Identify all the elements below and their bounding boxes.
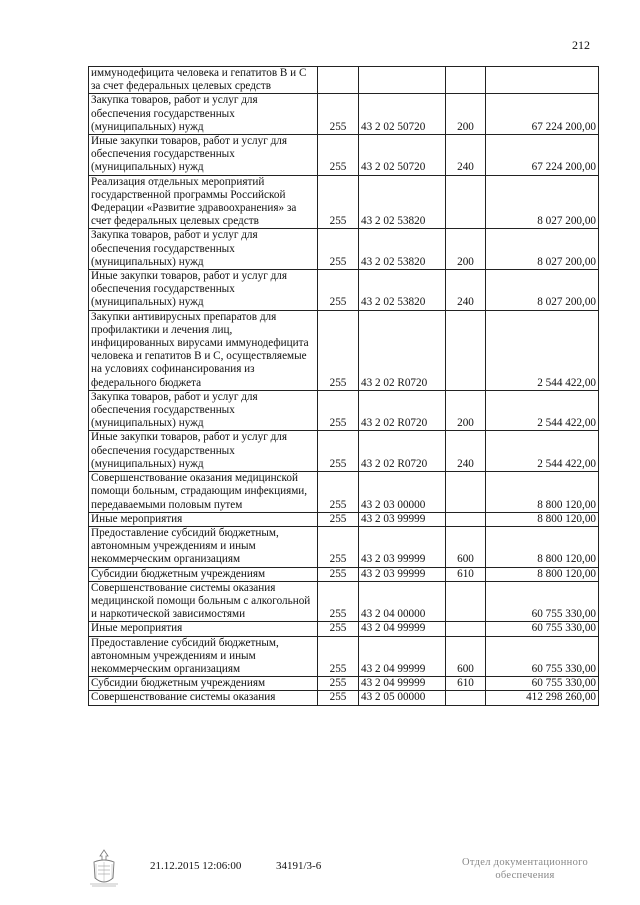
row-name-cell: Закупка товаров, работ и услуг для обеспечения государственных (муниципальных) нужд xyxy=(89,390,318,431)
row-vr-cell xyxy=(446,67,486,94)
page-number: 212 xyxy=(572,38,590,52)
row-sum-cell: 412 298 260,00 xyxy=(486,691,599,705)
row-code-cell: 255 xyxy=(318,390,359,431)
row-csr-cell: 43 2 03 99999 xyxy=(359,512,446,526)
row-name-cell: Закупка товаров, работ и услуг для обеспечения государственных (муниципальных) нужд xyxy=(89,229,318,270)
row-sum-cell: 67 224 200,00 xyxy=(486,94,599,135)
row-csr-cell: 43 2 02 50720 xyxy=(359,94,446,135)
row-vr-cell xyxy=(446,691,486,705)
footer-department-stamp: Отдел документационного обеспечения xyxy=(461,857,589,881)
row-name-cell: Закупка товаров, работ и услуг для обеспечения государственных (муниципальных) нужд xyxy=(89,94,318,135)
row-name-cell: Совершенствование системы оказания xyxy=(89,691,318,705)
row-csr-cell: 43 2 03 99999 xyxy=(359,567,446,581)
row-vr-cell: 200 xyxy=(446,94,486,135)
table-row xyxy=(89,622,599,636)
row-vr-cell xyxy=(446,310,486,390)
row-csr-cell: 43 2 02 R0720 xyxy=(359,431,446,472)
row-name-cell: Совершенствование системы оказания медицинской помощи больным с алкогольной и наркотической зависимостями xyxy=(89,581,318,622)
row-name-cell: Закупки антивирусных препаратов для профилактики и лечения лиц, инфицированных вирусами иммунодефицита человека и гепатитов В и С, осуществляемые на условиях софинансирования из федерального бюджета xyxy=(89,310,318,390)
row-csr-cell: 43 2 02 53820 xyxy=(359,229,446,270)
row-code-cell: 255 xyxy=(318,512,359,526)
budget-table xyxy=(88,66,599,706)
row-name-cell: Иные мероприятия xyxy=(89,622,318,636)
row-name-cell: Реализация отдельных мероприятий государственной программы Российской Федерации «Развитие здравоохранения» за счет федеральных целевых средств xyxy=(89,175,318,229)
table-row xyxy=(89,431,599,472)
row-code-cell: 255 xyxy=(318,691,359,705)
row-vr-cell: 600 xyxy=(446,636,486,677)
row-csr-cell: 43 2 03 99999 xyxy=(359,526,446,567)
row-name-cell: Совершенствование оказания медицинской помощи больным, страдающим инфекциями, передаваемыми половым путем xyxy=(89,472,318,513)
table-row xyxy=(89,567,599,581)
row-sum-cell: 8 800 120,00 xyxy=(486,567,599,581)
row-sum-cell: 2 544 422,00 xyxy=(486,390,599,431)
row-vr-cell xyxy=(446,622,486,636)
page-footer xyxy=(0,856,640,896)
row-name-cell: Иные закупки товаров, работ и услуг для обеспечения государственных (муниципальных) нужд xyxy=(89,270,318,311)
row-code-cell: 255 xyxy=(318,270,359,311)
row-code-cell: 255 xyxy=(318,135,359,176)
row-sum-cell: 8 027 200,00 xyxy=(486,175,599,229)
table-row xyxy=(89,636,599,677)
row-sum-cell: 8 800 120,00 xyxy=(486,512,599,526)
row-sum-cell: 67 224 200,00 xyxy=(486,135,599,176)
row-vr-cell xyxy=(446,581,486,622)
row-sum-cell: 2 544 422,00 xyxy=(486,310,599,390)
table-row xyxy=(89,67,599,94)
row-csr-cell: 43 2 05 00000 xyxy=(359,691,446,705)
table-row xyxy=(89,270,599,311)
row-vr-cell: 200 xyxy=(446,229,486,270)
row-name-cell: Субсидии бюджетным учреждениям xyxy=(89,677,318,691)
row-code-cell: 255 xyxy=(318,229,359,270)
row-csr-cell: 43 2 04 99999 xyxy=(359,622,446,636)
row-name-cell: Предоставление субсидий бюджетным, автономным учреждениям и иным некоммерческим организациям xyxy=(89,526,318,567)
footer-doc-number: 34191/3-6 xyxy=(276,860,322,872)
row-name-cell: Иные закупки товаров, работ и услуг для обеспечения государственных (муниципальных) нужд xyxy=(89,431,318,472)
row-vr-cell: 610 xyxy=(446,567,486,581)
row-code-cell: 255 xyxy=(318,472,359,513)
row-vr-cell: 240 xyxy=(446,431,486,472)
table-row xyxy=(89,135,599,176)
row-vr-cell xyxy=(446,512,486,526)
row-csr-cell: 43 2 02 50720 xyxy=(359,135,446,176)
table-row xyxy=(89,94,599,135)
row-code-cell: 255 xyxy=(318,677,359,691)
row-csr-cell: 43 2 02 R0720 xyxy=(359,390,446,431)
row-csr-cell: 43 2 04 99999 xyxy=(359,677,446,691)
table-row xyxy=(89,526,599,567)
table-row xyxy=(89,390,599,431)
row-sum-cell: 60 755 330,00 xyxy=(486,677,599,691)
footer-timestamp: 21.12.2015 12:06:00 xyxy=(150,860,242,872)
row-code-cell: 255 xyxy=(318,310,359,390)
table-row xyxy=(89,229,599,270)
table-row xyxy=(89,581,599,622)
row-name-cell: иммунодефицита человека и гепатитов В и С за счет федеральных целевых средств xyxy=(89,67,318,94)
table-row xyxy=(89,677,599,691)
row-name-cell: Иные мероприятия xyxy=(89,512,318,526)
row-sum-cell xyxy=(486,67,599,94)
table-row xyxy=(89,175,599,229)
table-row xyxy=(89,512,599,526)
row-sum-cell: 8 800 120,00 xyxy=(486,472,599,513)
row-vr-cell: 600 xyxy=(446,526,486,567)
row-csr-cell: 43 2 02 53820 xyxy=(359,175,446,229)
row-sum-cell: 8 800 120,00 xyxy=(486,526,599,567)
row-code-cell: 255 xyxy=(318,567,359,581)
row-csr-cell xyxy=(359,67,446,94)
row-vr-cell xyxy=(446,175,486,229)
row-sum-cell: 8 027 200,00 xyxy=(486,229,599,270)
row-sum-cell: 60 755 330,00 xyxy=(486,581,599,622)
row-code-cell xyxy=(318,67,359,94)
row-code-cell: 255 xyxy=(318,431,359,472)
row-name-cell: Субсидии бюджетным учреждениям xyxy=(89,567,318,581)
row-name-cell: Иные закупки товаров, работ и услуг для обеспечения государственных (муниципальных) нужд xyxy=(89,135,318,176)
row-vr-cell: 200 xyxy=(446,390,486,431)
table-row xyxy=(89,472,599,513)
row-code-cell: 255 xyxy=(318,526,359,567)
row-csr-cell: 43 2 02 R0720 xyxy=(359,310,446,390)
table-row xyxy=(89,691,599,705)
row-csr-cell: 43 2 02 53820 xyxy=(359,270,446,311)
row-vr-cell xyxy=(446,472,486,513)
row-name-cell: Предоставление субсидий бюджетным, автономным учреждениям и иным некоммерческим организациям xyxy=(89,636,318,677)
row-sum-cell: 60 755 330,00 xyxy=(486,636,599,677)
row-vr-cell: 240 xyxy=(446,270,486,311)
row-code-cell: 255 xyxy=(318,94,359,135)
row-sum-cell: 2 544 422,00 xyxy=(486,431,599,472)
row-code-cell: 255 xyxy=(318,622,359,636)
row-sum-cell: 8 027 200,00 xyxy=(486,270,599,311)
row-csr-cell: 43 2 04 99999 xyxy=(359,636,446,677)
row-csr-cell: 43 2 04 00000 xyxy=(359,581,446,622)
row-vr-cell: 610 xyxy=(446,677,486,691)
row-sum-cell: 60 755 330,00 xyxy=(486,622,599,636)
row-code-cell: 255 xyxy=(318,175,359,229)
row-code-cell: 255 xyxy=(318,581,359,622)
row-code-cell: 255 xyxy=(318,636,359,677)
row-csr-cell: 43 2 03 00000 xyxy=(359,472,446,513)
table-row xyxy=(89,310,599,390)
row-vr-cell: 240 xyxy=(446,135,486,176)
